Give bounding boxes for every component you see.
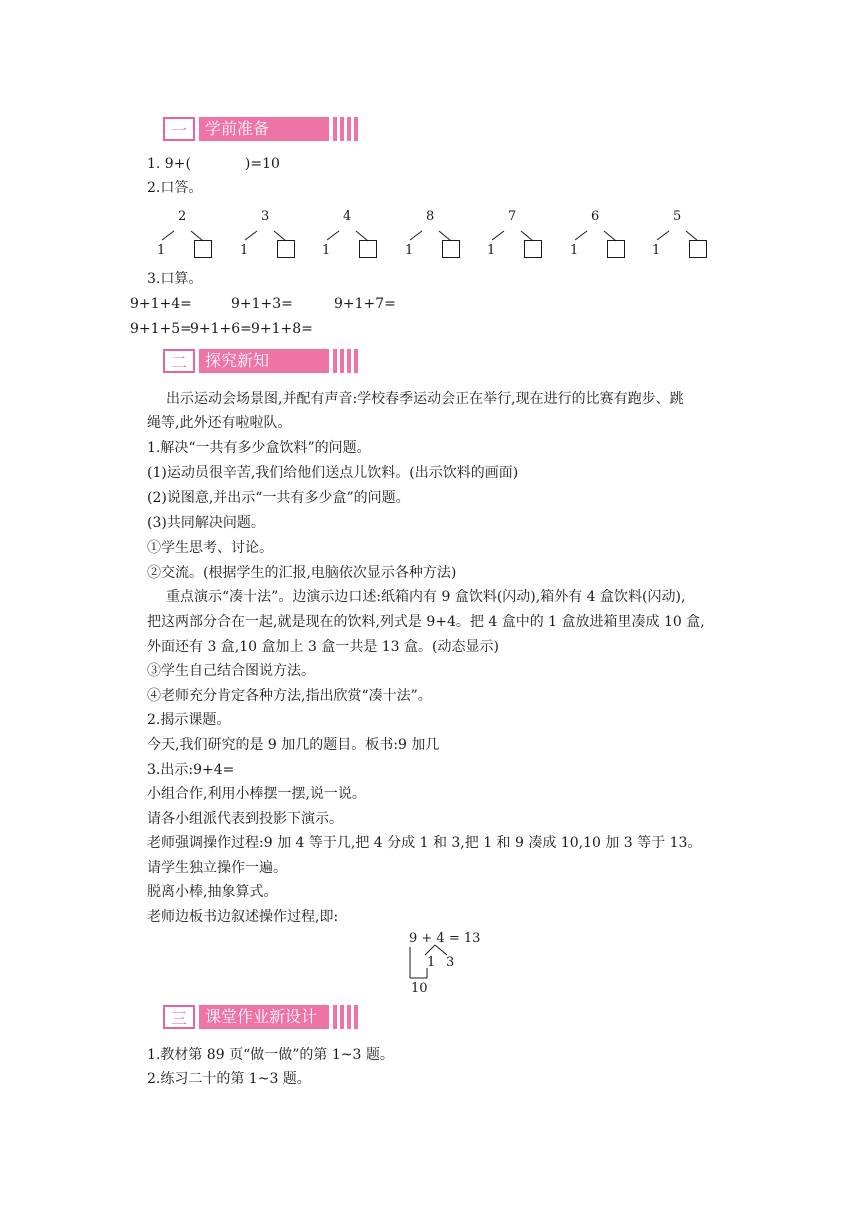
homework-2: 2.练习二十的第 1~3 题。 bbox=[147, 1071, 311, 1087]
step-2: 2.揭示课题。 bbox=[147, 712, 231, 728]
step-2a: 今天,我们研究的是 9 加几的题目。板书:9 加几 bbox=[147, 737, 440, 753]
decomp-top: 2 bbox=[178, 209, 187, 224]
step-3f: 老师边板书边叙述操作过程,即: bbox=[147, 909, 339, 925]
answer-box[interactable] bbox=[607, 240, 625, 258]
decomp-left: 1 bbox=[652, 243, 661, 258]
answer-box[interactable] bbox=[689, 240, 707, 258]
decomp-top: 3 bbox=[261, 209, 270, 224]
decomp-left: 1 bbox=[487, 243, 496, 258]
question-1-suffix: )=10 bbox=[244, 156, 280, 172]
decorative-stripe bbox=[333, 117, 337, 141]
step-3: 3.出示:9+4= bbox=[147, 762, 235, 778]
section-banner-1 bbox=[163, 117, 363, 141]
diagram-sum: 10 bbox=[411, 981, 428, 996]
calc-item: 9+1+4= bbox=[130, 296, 192, 312]
decorative-stripe bbox=[347, 349, 351, 373]
circle-step-3: ③学生自己结合图说方法。 bbox=[147, 663, 315, 679]
demo-line: 把这两部分合在一起,就是现在的饮料,列式是 9+4。把 4 盒中的 1 盒放进箱里凑成 10 盒, bbox=[147, 614, 705, 630]
homework-1: 1.教材第 89 页“做一做”的第 1~3 题。 bbox=[147, 1047, 394, 1063]
decomp-top: 4 bbox=[343, 209, 352, 224]
answer-box[interactable] bbox=[194, 240, 212, 258]
demo-line: 外面还有 3 盒,10 盒加上 3 盒一共是 13 盒。(动态显示) bbox=[147, 639, 499, 655]
decorative-stripe bbox=[354, 117, 358, 141]
step-1c: (3)共同解决问题。 bbox=[147, 515, 265, 531]
section-title: 探究新知 bbox=[199, 349, 329, 373]
answer-box[interactable] bbox=[442, 240, 460, 258]
section-title: 学前准备 bbox=[199, 117, 329, 141]
calc-item: 9+1+8= bbox=[251, 321, 313, 337]
step-3a: 小组合作,利用小棒摆一摆,说一说。 bbox=[147, 786, 366, 802]
section-number: 二 bbox=[163, 349, 195, 373]
calc-item: 9+1+3= bbox=[231, 296, 293, 312]
question-3: 3.口算。 bbox=[147, 271, 203, 287]
decorative-stripe bbox=[354, 349, 358, 373]
section-banner-2 bbox=[163, 349, 363, 373]
decorative-stripe bbox=[340, 117, 344, 141]
decorative-stripe bbox=[347, 1005, 351, 1029]
step-3e: 脱离小棒,抽象算式。 bbox=[147, 884, 278, 900]
step-3c: 老师强调操作过程:9 加 4 等于几,把 4 分成 1 和 3,把 1 和 9 凑成 10,10 加 3 等于 13。 bbox=[147, 835, 702, 851]
step-1: 1.解决“一共有多少盒饮料”的问题。 bbox=[147, 440, 371, 456]
answer-box[interactable] bbox=[524, 240, 542, 258]
step-1a: (1)运动员很辛苦,我们给他们送点儿饮料。(出示饮料的画面) bbox=[147, 465, 519, 481]
decorative-stripe bbox=[340, 1005, 344, 1029]
diagram-equation: 9 + 4 = 13 bbox=[409, 931, 481, 946]
circle-step-4: ④老师充分肯定各种方法,指出欣赏“凑十法”。 bbox=[147, 688, 432, 704]
diagram-split-left: 1 bbox=[427, 955, 436, 970]
decomp-top: 5 bbox=[673, 209, 682, 224]
decomp-left: 1 bbox=[240, 243, 249, 258]
decomp-top: 7 bbox=[508, 209, 517, 224]
intro-line: 出示运动会场景图,并配有声音:学校春季运动会正在举行,现在进行的比赛有跑步、跳 bbox=[166, 391, 684, 407]
circle-step-1: ①学生思考、讨论。 bbox=[147, 540, 273, 556]
step-3b: 请各小组派代表到投影下演示。 bbox=[147, 811, 343, 827]
circle-step-2: ②交流。(根据学生的汇报,电脑依次显示各种方法) bbox=[147, 565, 457, 581]
section-number: 一 bbox=[163, 117, 195, 141]
decomp-left: 1 bbox=[322, 243, 331, 258]
intro-line: 绳等,此外还有啦啦队。 bbox=[147, 415, 292, 431]
section-banner-3 bbox=[163, 1005, 363, 1029]
decorative-stripe bbox=[354, 1005, 358, 1029]
answer-box[interactable] bbox=[277, 240, 295, 258]
calc-item: 9+1+5= bbox=[130, 321, 192, 337]
step-3d: 请学生独立操作一遍。 bbox=[147, 860, 287, 876]
question-2: 2.口答。 bbox=[147, 180, 203, 196]
decorative-stripe bbox=[333, 349, 337, 373]
diagram-split-right: 3 bbox=[446, 955, 455, 970]
section-title: 课堂作业新设计 bbox=[199, 1005, 329, 1029]
decorative-stripe bbox=[347, 117, 351, 141]
decomp-top: 8 bbox=[426, 209, 435, 224]
demo-line: 重点演示“凑十法”。边演示边口述:纸箱内有 9 盒饮料(闪动),箱外有 4 盒饮料(闪动), bbox=[166, 589, 686, 605]
decomp-left: 1 bbox=[157, 243, 166, 258]
question-1 bbox=[147, 157, 280, 171]
decomp-top: 6 bbox=[591, 209, 600, 224]
answer-box[interactable] bbox=[359, 240, 377, 258]
decomp-left: 1 bbox=[405, 243, 414, 258]
calc-item: 9+1+7= bbox=[334, 296, 396, 312]
question-1-prefix: 1. 9+( bbox=[147, 156, 191, 172]
section-number: 三 bbox=[163, 1005, 195, 1029]
step-1b: (2)说图意,并出示“一共有多少盒”的问题。 bbox=[147, 490, 410, 506]
decorative-stripe bbox=[340, 349, 344, 373]
decomp-left: 1 bbox=[570, 243, 579, 258]
calc-item: 9+1+6= bbox=[190, 321, 252, 337]
decorative-stripe bbox=[333, 1005, 337, 1029]
